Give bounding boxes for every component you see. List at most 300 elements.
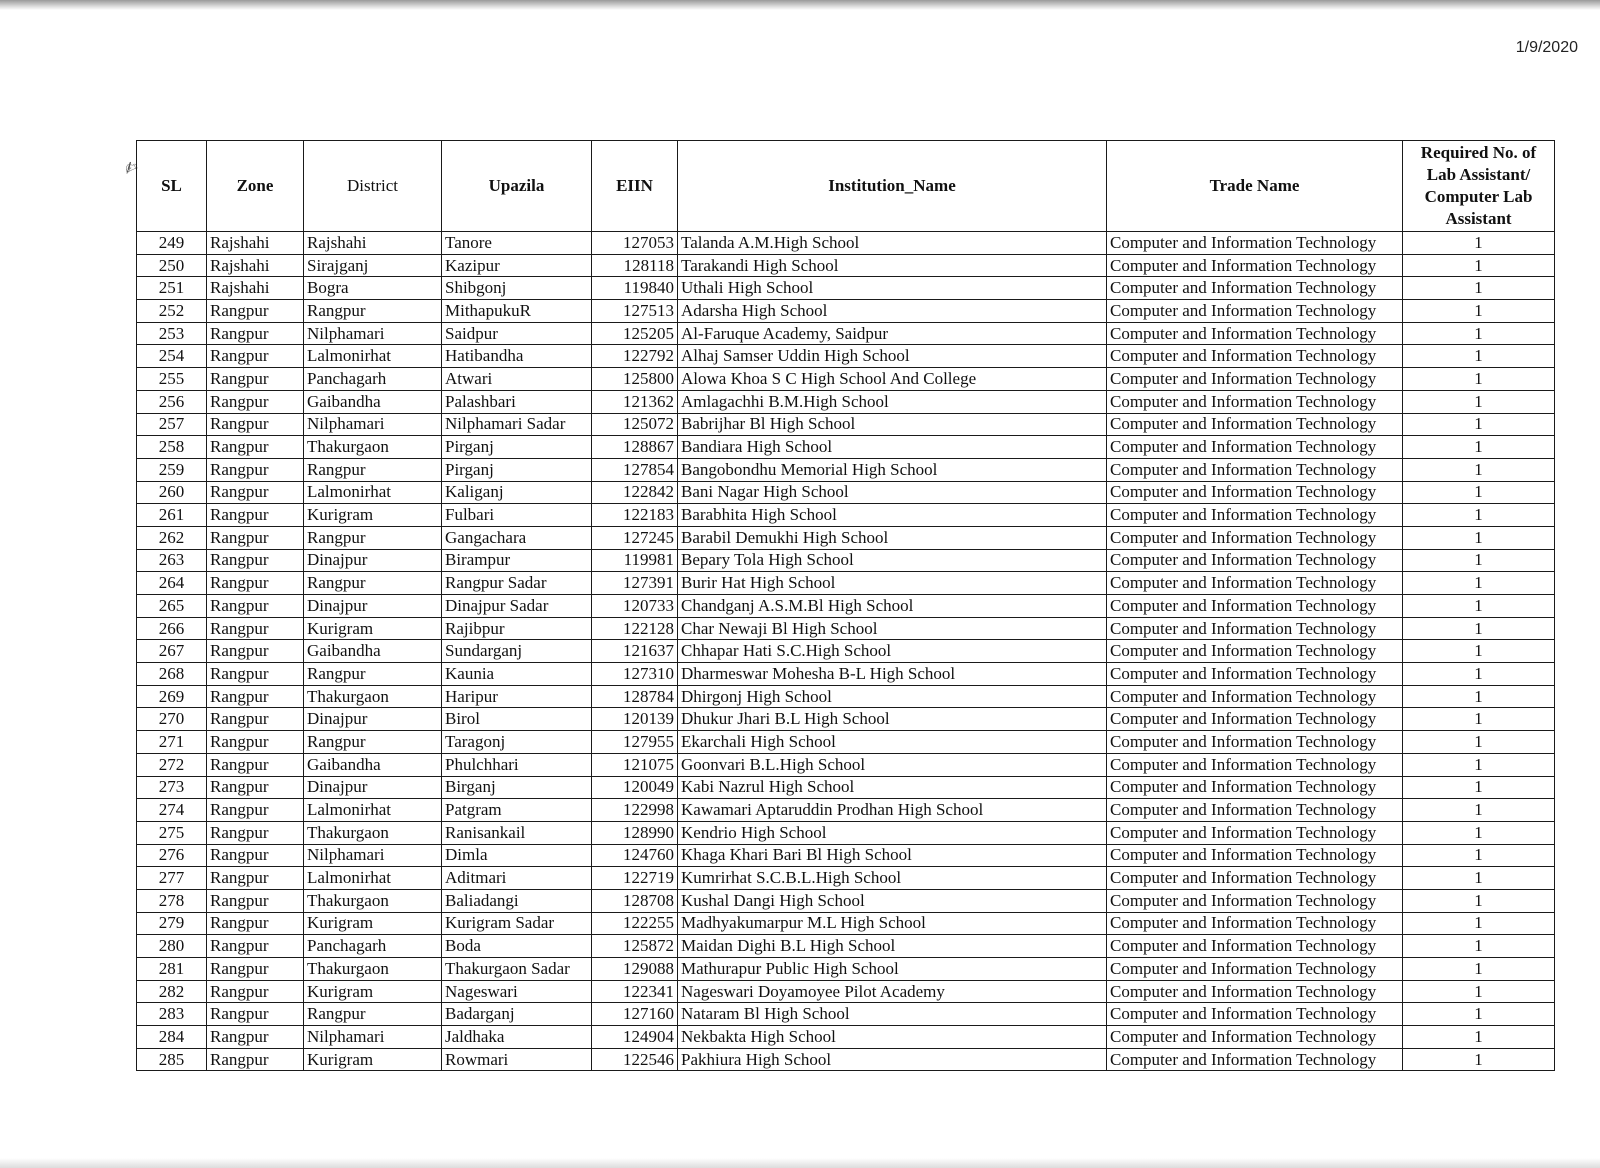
upazila-cell: Baliadangi bbox=[442, 889, 592, 912]
table-row bbox=[137, 617, 1555, 640]
upazila-cell: Fulbari bbox=[442, 504, 592, 527]
institution-cell: Babrijhar Bl High School bbox=[678, 413, 1107, 436]
eiin-cell: 122341 bbox=[592, 980, 678, 1003]
institution-cell: Alhaj Samser Uddin High School bbox=[678, 345, 1107, 368]
col-header-zone: Zone bbox=[207, 141, 304, 232]
table-row bbox=[137, 300, 1555, 323]
institution-cell: Bani Nagar High School bbox=[678, 481, 1107, 504]
upazila-cell: Patgram bbox=[442, 799, 592, 822]
upazila-cell: Sundarganj bbox=[442, 640, 592, 663]
district-cell: Thakurgaon bbox=[304, 889, 442, 912]
upazila-cell: Haripur bbox=[442, 685, 592, 708]
trade-cell: Computer and Information Technology bbox=[1107, 549, 1403, 572]
zone-cell: Rangpur bbox=[207, 685, 304, 708]
table-row bbox=[137, 731, 1555, 754]
zone-cell: Rangpur bbox=[207, 572, 304, 595]
eiin-cell: 122128 bbox=[592, 617, 678, 640]
zone-cell: Rangpur bbox=[207, 595, 304, 618]
district-cell: Kurigram bbox=[304, 617, 442, 640]
trade-cell: Computer and Information Technology bbox=[1107, 889, 1403, 912]
upazila-cell: Rajibpur bbox=[442, 617, 592, 640]
required-cell: 1 bbox=[1403, 889, 1555, 912]
upazila-cell: Aditmari bbox=[442, 867, 592, 890]
col-header-district: District bbox=[304, 141, 442, 232]
eiin-cell: 122842 bbox=[592, 481, 678, 504]
trade-cell: Computer and Information Technology bbox=[1107, 436, 1403, 459]
required-cell: 1 bbox=[1403, 708, 1555, 731]
table-row bbox=[137, 821, 1555, 844]
district-cell: Thakurgaon bbox=[304, 958, 442, 981]
district-cell: Bogra bbox=[304, 277, 442, 300]
district-cell: Nilphamari bbox=[304, 844, 442, 867]
eiin-cell: 122792 bbox=[592, 345, 678, 368]
sl-cell: 257 bbox=[137, 413, 207, 436]
district-cell: Rangpur bbox=[304, 572, 442, 595]
institution-cell: Barabhita High School bbox=[678, 504, 1107, 527]
required-cell: 1 bbox=[1403, 277, 1555, 300]
eiin-cell: 127245 bbox=[592, 526, 678, 549]
institution-cell: Ekarchali High School bbox=[678, 731, 1107, 754]
zone-cell: Rangpur bbox=[207, 844, 304, 867]
table-row bbox=[137, 663, 1555, 686]
required-cell: 1 bbox=[1403, 958, 1555, 981]
sl-cell: 274 bbox=[137, 799, 207, 822]
institution-cell: Barabil Demukhi High School bbox=[678, 526, 1107, 549]
trade-cell: Computer and Information Technology bbox=[1107, 1048, 1403, 1071]
eiin-cell: 128867 bbox=[592, 436, 678, 459]
col-header-required: Required No. of Lab Assistant/ Computer Lab Assistant bbox=[1403, 141, 1555, 232]
trade-cell: Computer and Information Technology bbox=[1107, 572, 1403, 595]
required-cell: 1 bbox=[1403, 799, 1555, 822]
sl-cell: 278 bbox=[137, 889, 207, 912]
table-row bbox=[137, 572, 1555, 595]
required-cell: 1 bbox=[1403, 254, 1555, 277]
col-header-upazila: Upazila bbox=[442, 141, 592, 232]
sl-cell: 272 bbox=[137, 753, 207, 776]
table-row bbox=[137, 685, 1555, 708]
sl-cell: 270 bbox=[137, 708, 207, 731]
institution-cell: Kumrirhat S.C.B.L.High School bbox=[678, 867, 1107, 890]
table-row bbox=[137, 504, 1555, 527]
zone-cell: Rangpur bbox=[207, 935, 304, 958]
required-cell: 1 bbox=[1403, 1003, 1555, 1026]
district-cell: Kurigram bbox=[304, 1048, 442, 1071]
upazila-cell: Taragonj bbox=[442, 731, 592, 754]
zone-cell: Rangpur bbox=[207, 617, 304, 640]
institution-cell: Kendrio High School bbox=[678, 821, 1107, 844]
required-cell: 1 bbox=[1403, 1026, 1555, 1049]
institution-cell: Madhyakumarpur M.L High School bbox=[678, 912, 1107, 935]
zone-cell: Rangpur bbox=[207, 980, 304, 1003]
sl-cell: 283 bbox=[137, 1003, 207, 1026]
sl-cell: 275 bbox=[137, 821, 207, 844]
upazila-cell: Dimla bbox=[442, 844, 592, 867]
district-cell: Rangpur bbox=[304, 300, 442, 323]
eiin-cell: 128990 bbox=[592, 821, 678, 844]
institution-cell: Dharmeswar Mohesha B-L High School bbox=[678, 663, 1107, 686]
eiin-cell: 125800 bbox=[592, 368, 678, 391]
sl-cell: 280 bbox=[137, 935, 207, 958]
eiin-cell: 121075 bbox=[592, 753, 678, 776]
district-cell: Dinajpur bbox=[304, 708, 442, 731]
district-cell: Lalmonirhat bbox=[304, 345, 442, 368]
district-cell: Gaibandha bbox=[304, 640, 442, 663]
district-cell: Kurigram bbox=[304, 912, 442, 935]
trade-cell: Computer and Information Technology bbox=[1107, 322, 1403, 345]
zone-cell: Rangpur bbox=[207, 436, 304, 459]
zone-cell: Rangpur bbox=[207, 776, 304, 799]
col-header-eiin: EIIN bbox=[592, 141, 678, 232]
institution-cell: Bepary Tola High School bbox=[678, 549, 1107, 572]
institution-cell: Adarsha High School bbox=[678, 300, 1107, 323]
district-cell: Panchagarh bbox=[304, 935, 442, 958]
institution-cell: Kawamari Aptaruddin Prodhan High School bbox=[678, 799, 1107, 822]
col-header-trade: Trade Name bbox=[1107, 141, 1403, 232]
district-cell: Sirajganj bbox=[304, 254, 442, 277]
district-cell: Rangpur bbox=[304, 458, 442, 481]
trade-cell: Computer and Information Technology bbox=[1107, 1003, 1403, 1026]
sl-cell: 251 bbox=[137, 277, 207, 300]
eiin-cell: 127854 bbox=[592, 458, 678, 481]
district-cell: Lalmonirhat bbox=[304, 867, 442, 890]
sl-cell: 249 bbox=[137, 232, 207, 255]
required-cell: 1 bbox=[1403, 935, 1555, 958]
sl-cell: 281 bbox=[137, 958, 207, 981]
required-cell: 1 bbox=[1403, 980, 1555, 1003]
upazila-cell: Badarganj bbox=[442, 1003, 592, 1026]
required-cell: 1 bbox=[1403, 776, 1555, 799]
required-cell: 1 bbox=[1403, 345, 1555, 368]
eiin-cell: 127391 bbox=[592, 572, 678, 595]
institution-cell: Maidan Dighi B.L High School bbox=[678, 935, 1107, 958]
eiin-cell: 121362 bbox=[592, 390, 678, 413]
institution-cell: Goonvari B.L.High School bbox=[678, 753, 1107, 776]
required-cell: 1 bbox=[1403, 481, 1555, 504]
upazila-cell: Birampur bbox=[442, 549, 592, 572]
zone-cell: Rangpur bbox=[207, 549, 304, 572]
table-row bbox=[137, 844, 1555, 867]
table-row bbox=[137, 776, 1555, 799]
institution-cell: Chhapar Hati S.C.High School bbox=[678, 640, 1107, 663]
sl-cell: 269 bbox=[137, 685, 207, 708]
trade-cell: Computer and Information Technology bbox=[1107, 958, 1403, 981]
zone-cell: Rajshahi bbox=[207, 254, 304, 277]
eiin-cell: 125872 bbox=[592, 935, 678, 958]
required-cell: 1 bbox=[1403, 300, 1555, 323]
upazila-cell: Nilphamari Sadar bbox=[442, 413, 592, 436]
required-cell: 1 bbox=[1403, 458, 1555, 481]
upazila-cell: Boda bbox=[442, 935, 592, 958]
sl-cell: 267 bbox=[137, 640, 207, 663]
trade-cell: Computer and Information Technology bbox=[1107, 731, 1403, 754]
table-row bbox=[137, 390, 1555, 413]
sl-cell: 282 bbox=[137, 980, 207, 1003]
col-header-sl: SL bbox=[137, 141, 207, 232]
institution-cell: Char Newaji Bl High School bbox=[678, 617, 1107, 640]
upazila-cell: Birol bbox=[442, 708, 592, 731]
table-row bbox=[137, 413, 1555, 436]
district-cell: Gaibandha bbox=[304, 390, 442, 413]
required-cell: 1 bbox=[1403, 685, 1555, 708]
zone-cell: Rangpur bbox=[207, 912, 304, 935]
required-cell: 1 bbox=[1403, 867, 1555, 890]
upazila-cell: Tanore bbox=[442, 232, 592, 255]
institution-cell: Dhukur Jhari B.L High School bbox=[678, 708, 1107, 731]
required-cell: 1 bbox=[1403, 232, 1555, 255]
table-row bbox=[137, 436, 1555, 459]
table-body bbox=[137, 232, 1555, 1071]
trade-cell: Computer and Information Technology bbox=[1107, 708, 1403, 731]
eiin-cell: 122255 bbox=[592, 912, 678, 935]
page-date: 1/9/2020 bbox=[1515, 39, 1578, 56]
zone-cell: Rajshahi bbox=[207, 277, 304, 300]
district-cell: Kurigram bbox=[304, 980, 442, 1003]
sl-cell: 265 bbox=[137, 595, 207, 618]
upazila-cell: Hatibandha bbox=[442, 345, 592, 368]
sl-cell: 253 bbox=[137, 322, 207, 345]
trade-cell: Computer and Information Technology bbox=[1107, 640, 1403, 663]
table-row bbox=[137, 867, 1555, 890]
sl-cell: 285 bbox=[137, 1048, 207, 1071]
zone-cell: Rangpur bbox=[207, 300, 304, 323]
zone-cell: Rangpur bbox=[207, 458, 304, 481]
trade-cell: Computer and Information Technology bbox=[1107, 799, 1403, 822]
district-cell: Rangpur bbox=[304, 731, 442, 754]
zone-cell: Rangpur bbox=[207, 345, 304, 368]
trade-cell: Computer and Information Technology bbox=[1107, 912, 1403, 935]
zone-cell: Rangpur bbox=[207, 1003, 304, 1026]
district-cell: Thakurgaon bbox=[304, 821, 442, 844]
institution-cell: Nekbakta High School bbox=[678, 1026, 1107, 1049]
district-cell: Rangpur bbox=[304, 526, 442, 549]
sl-cell: 255 bbox=[137, 368, 207, 391]
trade-cell: Computer and Information Technology bbox=[1107, 617, 1403, 640]
district-cell: Lalmonirhat bbox=[304, 799, 442, 822]
table-row bbox=[137, 1026, 1555, 1049]
trade-cell: Computer and Information Technology bbox=[1107, 504, 1403, 527]
institution-cell: Bangobondhu Memorial High School bbox=[678, 458, 1107, 481]
table-row bbox=[137, 1003, 1555, 1026]
trade-cell: Computer and Information Technology bbox=[1107, 867, 1403, 890]
required-cell: 1 bbox=[1403, 390, 1555, 413]
table-row bbox=[137, 935, 1555, 958]
institution-cell: Amlagachhi B.M.High School bbox=[678, 390, 1107, 413]
eiin-cell: 129088 bbox=[592, 958, 678, 981]
trade-cell: Computer and Information Technology bbox=[1107, 663, 1403, 686]
district-cell: Gaibandha bbox=[304, 753, 442, 776]
handwritten-mark-icon: ✍ bbox=[120, 156, 141, 179]
district-cell: Dinajpur bbox=[304, 595, 442, 618]
required-cell: 1 bbox=[1403, 368, 1555, 391]
upazila-cell: Gangachara bbox=[442, 526, 592, 549]
zone-cell: Rangpur bbox=[207, 390, 304, 413]
required-cell: 1 bbox=[1403, 1048, 1555, 1071]
eiin-cell: 127160 bbox=[592, 1003, 678, 1026]
institution-cell: Alowa Khoa S C High School And College bbox=[678, 368, 1107, 391]
sl-cell: 266 bbox=[137, 617, 207, 640]
sl-cell: 276 bbox=[137, 844, 207, 867]
upazila-cell: Rangpur Sadar bbox=[442, 572, 592, 595]
required-cell: 1 bbox=[1403, 549, 1555, 572]
sl-cell: 268 bbox=[137, 663, 207, 686]
zone-cell: Rangpur bbox=[207, 368, 304, 391]
zone-cell: Rangpur bbox=[207, 322, 304, 345]
upazila-cell: Nageswari bbox=[442, 980, 592, 1003]
eiin-cell: 124904 bbox=[592, 1026, 678, 1049]
trade-cell: Computer and Information Technology bbox=[1107, 232, 1403, 255]
required-cell: 1 bbox=[1403, 731, 1555, 754]
zone-cell: Rangpur bbox=[207, 889, 304, 912]
eiin-cell: 122719 bbox=[592, 867, 678, 890]
district-cell: Dinajpur bbox=[304, 549, 442, 572]
institution-cell: Dhirgonj High School bbox=[678, 685, 1107, 708]
table-row bbox=[137, 254, 1555, 277]
zone-cell: Rangpur bbox=[207, 526, 304, 549]
institution-cell: Mathurapur Public High School bbox=[678, 958, 1107, 981]
trade-cell: Computer and Information Technology bbox=[1107, 481, 1403, 504]
trade-cell: Computer and Information Technology bbox=[1107, 844, 1403, 867]
upazila-cell: Pirganj bbox=[442, 436, 592, 459]
upazila-cell: Kaliganj bbox=[442, 481, 592, 504]
table-row bbox=[137, 322, 1555, 345]
upazila-cell: Ranisankail bbox=[442, 821, 592, 844]
institution-cell: Tarakandi High School bbox=[678, 254, 1107, 277]
table-row bbox=[137, 277, 1555, 300]
zone-cell: Rajshahi bbox=[207, 232, 304, 255]
sl-cell: 258 bbox=[137, 436, 207, 459]
eiin-cell: 124760 bbox=[592, 844, 678, 867]
zone-cell: Rangpur bbox=[207, 481, 304, 504]
eiin-cell: 128708 bbox=[592, 889, 678, 912]
trade-cell: Computer and Information Technology bbox=[1107, 413, 1403, 436]
upazila-cell: Kazipur bbox=[442, 254, 592, 277]
scan-edge-top bbox=[0, 0, 1600, 10]
upazila-cell: Birganj bbox=[442, 776, 592, 799]
trade-cell: Computer and Information Technology bbox=[1107, 821, 1403, 844]
trade-cell: Computer and Information Technology bbox=[1107, 980, 1403, 1003]
institution-cell: Talanda A.M.High School bbox=[678, 232, 1107, 255]
institution-cell: Burir Hat High School bbox=[678, 572, 1107, 595]
lab-assistant-table bbox=[136, 140, 1555, 1071]
zone-cell: Rangpur bbox=[207, 640, 304, 663]
eiin-cell: 127053 bbox=[592, 232, 678, 255]
zone-cell: Rangpur bbox=[207, 753, 304, 776]
table-row bbox=[137, 1048, 1555, 1071]
institution-cell: Nageswari Doyamoyee Pilot Academy bbox=[678, 980, 1107, 1003]
scan-edge-bottom bbox=[0, 1158, 1600, 1168]
eiin-cell: 119981 bbox=[592, 549, 678, 572]
zone-cell: Rangpur bbox=[207, 708, 304, 731]
eiin-cell: 121637 bbox=[592, 640, 678, 663]
district-cell: Lalmonirhat bbox=[304, 481, 442, 504]
upazila-cell: Dinajpur Sadar bbox=[442, 595, 592, 618]
trade-cell: Computer and Information Technology bbox=[1107, 458, 1403, 481]
trade-cell: Computer and Information Technology bbox=[1107, 685, 1403, 708]
trade-cell: Computer and Information Technology bbox=[1107, 935, 1403, 958]
table-row bbox=[137, 595, 1555, 618]
upazila-cell: Kurigram Sadar bbox=[442, 912, 592, 935]
zone-cell: Rangpur bbox=[207, 867, 304, 890]
upazila-cell: MithapukuR bbox=[442, 300, 592, 323]
table-row bbox=[137, 458, 1555, 481]
trade-cell: Computer and Information Technology bbox=[1107, 526, 1403, 549]
eiin-cell: 128118 bbox=[592, 254, 678, 277]
eiin-cell: 122998 bbox=[592, 799, 678, 822]
sl-cell: 264 bbox=[137, 572, 207, 595]
zone-cell: Rangpur bbox=[207, 413, 304, 436]
zone-cell: Rangpur bbox=[207, 1048, 304, 1071]
eiin-cell: 122546 bbox=[592, 1048, 678, 1071]
upazila-cell: Palashbari bbox=[442, 390, 592, 413]
table-row bbox=[137, 368, 1555, 391]
institution-cell: Kabi Nazrul High School bbox=[678, 776, 1107, 799]
district-cell: Dinajpur bbox=[304, 776, 442, 799]
upazila-cell: Jaldhaka bbox=[442, 1026, 592, 1049]
eiin-cell: 127513 bbox=[592, 300, 678, 323]
required-cell: 1 bbox=[1403, 663, 1555, 686]
trade-cell: Computer and Information Technology bbox=[1107, 753, 1403, 776]
table-row bbox=[137, 708, 1555, 731]
sl-cell: 260 bbox=[137, 481, 207, 504]
zone-cell: Rangpur bbox=[207, 504, 304, 527]
sl-cell: 277 bbox=[137, 867, 207, 890]
required-cell: 1 bbox=[1403, 504, 1555, 527]
trade-cell: Computer and Information Technology bbox=[1107, 776, 1403, 799]
table-header-row bbox=[137, 141, 1555, 232]
institution-cell: Nataram Bl High School bbox=[678, 1003, 1107, 1026]
zone-cell: Rangpur bbox=[207, 821, 304, 844]
sl-cell: 254 bbox=[137, 345, 207, 368]
upazila-cell: Phulchhari bbox=[442, 753, 592, 776]
required-cell: 1 bbox=[1403, 821, 1555, 844]
table-row bbox=[137, 799, 1555, 822]
district-cell: Nilphamari bbox=[304, 413, 442, 436]
required-cell: 1 bbox=[1403, 526, 1555, 549]
required-cell: 1 bbox=[1403, 640, 1555, 663]
eiin-cell: 119840 bbox=[592, 277, 678, 300]
sl-cell: 279 bbox=[137, 912, 207, 935]
required-cell: 1 bbox=[1403, 844, 1555, 867]
required-cell: 1 bbox=[1403, 413, 1555, 436]
required-cell: 1 bbox=[1403, 617, 1555, 640]
upazila-cell: Atwari bbox=[442, 368, 592, 391]
upazila-cell: Thakurgaon Sadar bbox=[442, 958, 592, 981]
required-cell: 1 bbox=[1403, 436, 1555, 459]
district-cell: Rangpur bbox=[304, 1003, 442, 1026]
eiin-cell: 125072 bbox=[592, 413, 678, 436]
institution-cell: Pakhiura High School bbox=[678, 1048, 1107, 1071]
institution-cell: Chandganj A.S.M.Bl High School bbox=[678, 595, 1107, 618]
upazila-cell: Saidpur bbox=[442, 322, 592, 345]
district-cell: Kurigram bbox=[304, 504, 442, 527]
table-row bbox=[137, 640, 1555, 663]
required-cell: 1 bbox=[1403, 753, 1555, 776]
sl-cell: 271 bbox=[137, 731, 207, 754]
district-cell: Rajshahi bbox=[304, 232, 442, 255]
zone-cell: Rangpur bbox=[207, 663, 304, 686]
sl-cell: 284 bbox=[137, 1026, 207, 1049]
institution-cell: Al-Faruque Academy, Saidpur bbox=[678, 322, 1107, 345]
sl-cell: 252 bbox=[137, 300, 207, 323]
col-header-institution: Institution_Name bbox=[678, 141, 1107, 232]
zone-cell: Rangpur bbox=[207, 799, 304, 822]
table-row bbox=[137, 232, 1555, 255]
required-cell: 1 bbox=[1403, 572, 1555, 595]
upazila-cell: Rowmari bbox=[442, 1048, 592, 1071]
district-cell: Panchagarh bbox=[304, 368, 442, 391]
required-cell: 1 bbox=[1403, 322, 1555, 345]
eiin-cell: 127955 bbox=[592, 731, 678, 754]
